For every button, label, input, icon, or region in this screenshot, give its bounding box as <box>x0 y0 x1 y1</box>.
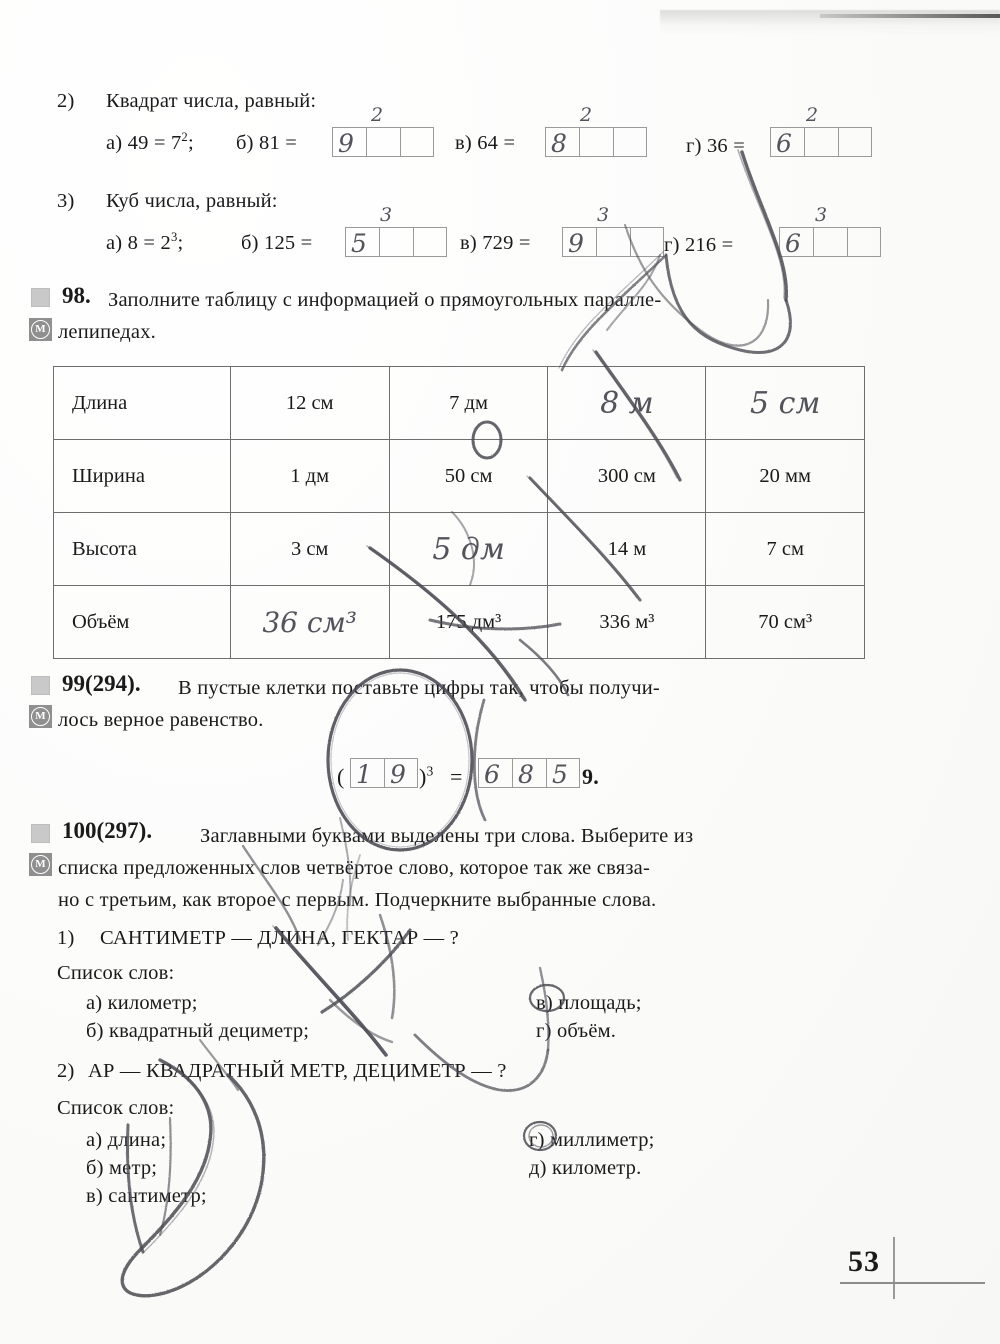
table-row <box>54 586 865 659</box>
cell-height-3[interactable]: 14 м <box>548 513 706 586</box>
answer-cell[interactable] <box>384 758 418 788</box>
close-paren-char: ) <box>419 764 427 789</box>
part-2-analogy: АР — КВАДРАТНЫЙ МЕТР, ДЕЦИМЕТР — ? <box>88 1060 507 1082</box>
item-g-label: г) <box>664 234 680 256</box>
item-a-exponent: 3 <box>170 230 178 245</box>
answer-cell[interactable] <box>512 758 546 788</box>
exercise-2-item-b-label <box>236 130 297 157</box>
part-1-option-g[interactable]: г) объём. <box>536 1020 617 1042</box>
handwriting-digit: 6 <box>785 229 801 258</box>
answer-boxes-3v[interactable] <box>562 227 664 257</box>
handwriting-digit: 5 <box>552 760 568 789</box>
answer-cell[interactable] <box>379 227 413 257</box>
cell-volume-3[interactable]: 336 м³ <box>548 586 706 659</box>
answer-cell[interactable] <box>562 227 596 257</box>
exercise-100-text-line1: Заглавными буквами выделены три слова. Выберите из <box>200 825 694 847</box>
row-label-width: Ширина <box>54 440 231 513</box>
exercise-2-item-g-label <box>686 133 745 160</box>
answer-boxes-2b[interactable] <box>332 127 434 157</box>
exercise-98-number: 98. <box>62 283 91 308</box>
answer-boxes-2g[interactable] <box>770 127 872 157</box>
answer-cell[interactable] <box>838 127 872 157</box>
exercise-99-text-line2: лось верное равенство. <box>58 709 264 731</box>
handwriting-exponent-3g: 3 <box>815 204 828 226</box>
item-b-text: 81 = <box>259 132 297 154</box>
handwriting-answer: 5 дм <box>432 531 505 567</box>
answer-cell[interactable] <box>579 127 613 157</box>
item-a-exponent: 2 <box>181 130 188 145</box>
cell-height-2[interactable] <box>389 513 548 586</box>
row-label-volume: Объём <box>54 586 231 659</box>
exercise-100-text-line2: списка предложенных слов четвёртое слово, которое так же связа- <box>58 857 650 879</box>
equation-exponent: 3 <box>426 763 434 779</box>
exercise-2-index: 2) <box>57 90 75 112</box>
cell-volume-4[interactable]: 70 см³ <box>706 586 865 659</box>
exercise-99-number: 99(294). <box>62 671 141 696</box>
handwriting-answer: 5 см <box>750 385 821 421</box>
scan-edge-artifact-line <box>820 14 1000 18</box>
part-1-option-b[interactable]: б) квадратный дециметр; <box>86 1020 310 1042</box>
handwriting-answer: 36 см³ <box>262 605 358 639</box>
task-marker-square-99 <box>31 676 50 695</box>
footer-horizontal-rule <box>840 1282 985 1284</box>
handwriting-digit: 6 <box>776 129 792 158</box>
m-badge-icon-100 <box>29 853 52 876</box>
table-row <box>54 367 865 440</box>
item-b-text: 125 = <box>264 232 313 254</box>
answer-cell[interactable] <box>813 227 847 257</box>
exercise-98-text-line1: Заполните таблицу с информацией о прямоугольных паралле- <box>108 289 662 311</box>
cell-length-3[interactable] <box>548 367 706 440</box>
cell-volume-2[interactable]: 175 дм³ <box>389 586 548 659</box>
cell-width-4[interactable]: 20 мм <box>706 440 865 513</box>
footer-vertical-rule <box>893 1237 895 1299</box>
table-row <box>54 513 865 586</box>
exercise-99-text-line1: В пустые клетки поставьте цифры так, чтобы получи- <box>178 677 660 699</box>
exercise-2-item-v-label <box>455 130 515 157</box>
handwriting-digit: 8 <box>518 760 534 789</box>
item-a-text: 8 = 2 <box>127 232 171 254</box>
item-b-label: б) <box>241 232 259 254</box>
handwriting-answer: 8 м <box>600 385 654 421</box>
exercise-100-number: 100(297). <box>62 818 153 843</box>
equation-close-paren <box>419 762 434 791</box>
answer-cell[interactable] <box>366 127 400 157</box>
equation-equals: = <box>450 764 463 789</box>
item-v-text: 64 = <box>477 132 516 154</box>
table-row <box>54 440 865 513</box>
exercise-98-text-line2: лепипедах. <box>58 321 156 343</box>
cell-length-2[interactable]: 7 дм <box>389 367 548 440</box>
page-number: 53 <box>848 1245 880 1278</box>
part-2-option-a[interactable]: а) длина; <box>86 1129 167 1151</box>
answer-boxes-3g[interactable] <box>779 227 881 257</box>
m-badge-letter: М <box>31 707 50 726</box>
handwriting-digit: 9 <box>338 129 354 158</box>
part-1-analogy: САНТИМЕТР — ДЛИНА, ГЕКТАР — ? <box>100 927 459 949</box>
cell-volume-1[interactable] <box>230 586 389 659</box>
row-label-height: Высота <box>54 513 231 586</box>
m-badge-icon-98 <box>29 318 52 341</box>
exercise-100-text-line3: но с третьим, как второе с первым. Подчеркните выбранные слова. <box>58 889 657 911</box>
answer-cell[interactable] <box>350 758 384 788</box>
m-badge-letter: М <box>31 855 50 874</box>
cell-width-1[interactable]: 1 дм <box>230 440 389 513</box>
answer-cell[interactable] <box>400 127 434 157</box>
exercise-2-prompt: Квадрат числа, равный: <box>106 90 317 112</box>
item-b-label: б) <box>236 132 254 154</box>
item-v-label: в) <box>455 132 472 154</box>
item-g-label: г) <box>686 135 702 157</box>
cell-width-3[interactable]: 300 см <box>548 440 706 513</box>
part-2-option-g[interactable]: г) миллиметр; <box>529 1129 655 1151</box>
cell-length-4[interactable] <box>706 367 865 440</box>
exercise-3-item-v-label <box>460 230 531 257</box>
m-badge-letter: М <box>31 320 50 339</box>
item-a-label: а) <box>106 232 123 254</box>
item-a-suffix: ; <box>187 132 194 154</box>
task-marker-square-100 <box>31 824 50 843</box>
answer-cell[interactable] <box>545 127 579 157</box>
m-badge-icon-99 <box>29 705 52 728</box>
cell-length-1[interactable]: 12 см <box>230 367 389 440</box>
handwriting-digit: 6 <box>484 760 500 789</box>
answer-cell[interactable] <box>630 227 664 257</box>
exercise-2-item-a <box>106 130 194 157</box>
part-1-option-a[interactable]: а) километр; <box>86 992 198 1014</box>
part-2-index: 2) <box>57 1060 75 1082</box>
equation-right-boxes[interactable] <box>478 758 580 788</box>
task-marker-square-98 <box>31 288 50 307</box>
equation-open-paren: ( <box>337 764 345 789</box>
answer-cell[interactable] <box>345 227 379 257</box>
answer-cell[interactable] <box>804 127 838 157</box>
item-g-text: 36 = <box>706 135 745 157</box>
parallelepiped-table <box>53 366 865 659</box>
answer-boxes-2v[interactable] <box>545 127 647 157</box>
answer-cell[interactable] <box>613 127 647 157</box>
answer-cell[interactable] <box>413 227 447 257</box>
cell-height-1[interactable]: 3 см <box>230 513 389 586</box>
item-v-label: в) <box>460 232 477 254</box>
handwriting-digit: 8 <box>551 129 567 158</box>
equation-tail: 9. <box>582 764 599 789</box>
item-g-text: 216 = <box>684 234 734 256</box>
answer-cell[interactable] <box>779 227 813 257</box>
cell-height-4[interactable]: 7 см <box>706 513 865 586</box>
handwriting-exponent-2b: 2 <box>371 104 384 126</box>
part-1-index: 1) <box>57 927 75 949</box>
answer-cell[interactable] <box>596 227 630 257</box>
part-2-list-title: Список слов: <box>57 1097 175 1119</box>
part-1-list-title: Список слов: <box>57 962 175 984</box>
handwriting-digit: 5 <box>351 229 367 258</box>
item-a-text: 49 = 7 <box>127 132 182 154</box>
part-2-option-b[interactable]: б) метр; <box>86 1157 158 1179</box>
handwriting-digit: 9 <box>568 229 584 258</box>
part-2-option-v[interactable]: в) сантиметр; <box>86 1185 207 1207</box>
answer-cell[interactable] <box>847 227 881 257</box>
answer-boxes-3b[interactable] <box>345 227 447 257</box>
answer-cell[interactable] <box>478 758 512 788</box>
exercise-3-item-a <box>106 230 183 257</box>
item-v-text: 729 = <box>482 232 531 254</box>
answer-cell[interactable] <box>332 127 366 157</box>
equation-left-boxes[interactable] <box>350 758 418 788</box>
exercise-3-prompt: Куб числа, равный: <box>106 190 278 212</box>
handwriting-exponent-2v: 2 <box>580 104 593 126</box>
handwriting-exponent-3v: 3 <box>597 204 610 226</box>
exercise-3-item-g-label <box>664 232 733 259</box>
table-body <box>54 367 865 659</box>
handwriting-exponent-3b: 3 <box>380 204 393 226</box>
cell-width-2[interactable]: 50 см <box>389 440 548 513</box>
item-a-label: а) <box>106 132 123 154</box>
exercise-3-item-b-label <box>241 230 312 257</box>
handwriting-digit: 1 <box>356 760 372 789</box>
answer-cell[interactable] <box>770 127 804 157</box>
item-a-suffix: ; <box>177 232 184 254</box>
row-label-length: Длина <box>54 367 231 440</box>
answer-cell[interactable] <box>546 758 580 788</box>
part-2-option-d[interactable]: д) километр. <box>529 1157 642 1179</box>
exercise-3-index: 3) <box>57 190 75 212</box>
handwriting-exponent-2g: 2 <box>806 104 819 126</box>
part-1-option-v[interactable]: в) площадь; <box>536 992 642 1014</box>
handwriting-digit: 9 <box>390 760 406 789</box>
